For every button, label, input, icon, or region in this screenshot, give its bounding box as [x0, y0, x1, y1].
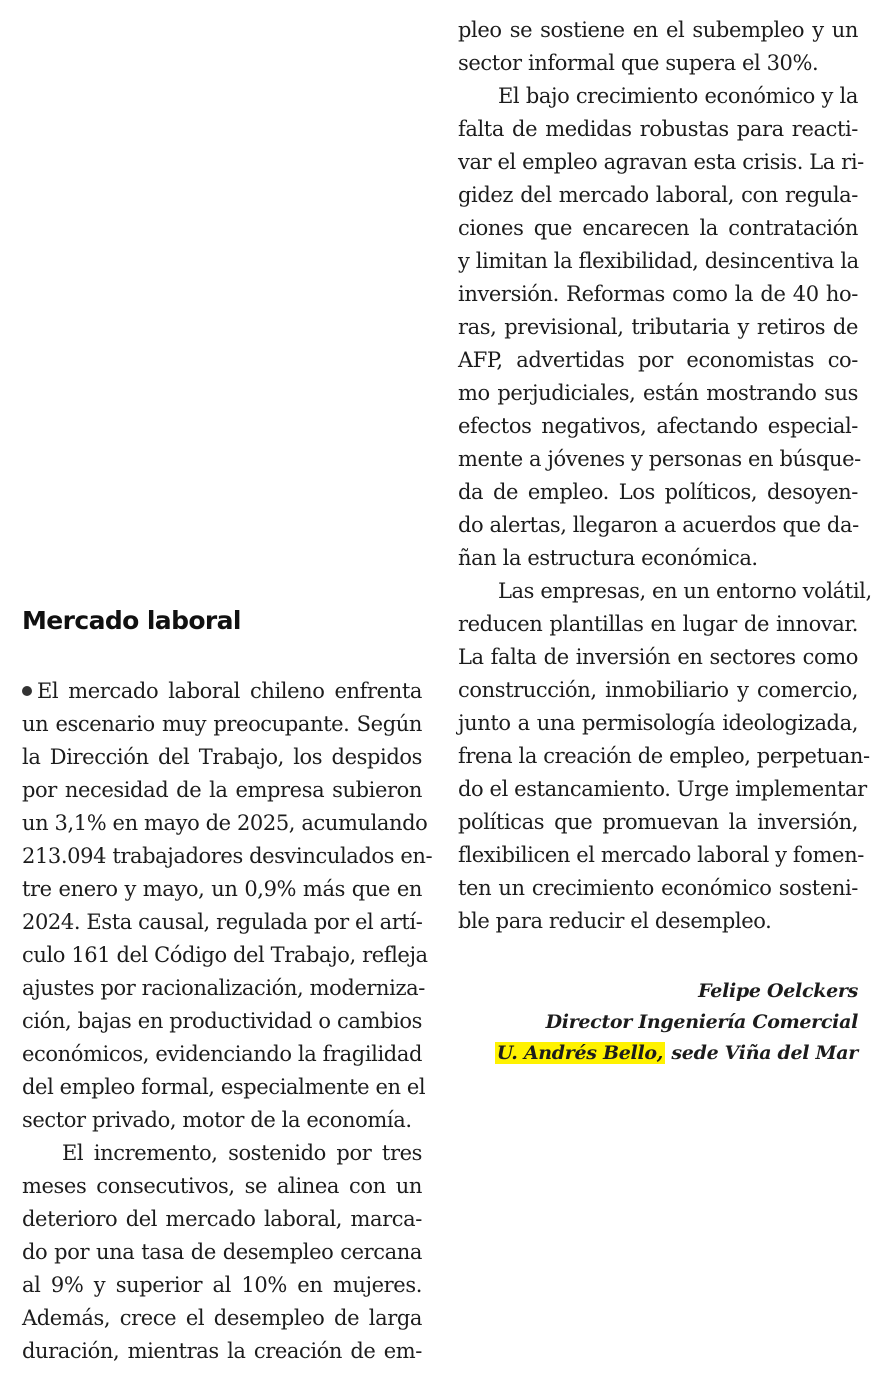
- text-line: construcción, inmobiliario y comercio,: [458, 678, 858, 702]
- text-line: por necesidad de la empresa subieron: [22, 778, 422, 802]
- text-line: ción, bajas en productividad o cambios: [22, 1009, 422, 1033]
- text-line: reducen plantillas en lugar de innovar.: [458, 612, 858, 636]
- text-line: la Dirección del Trabajo, los despidos: [22, 745, 422, 769]
- text-line: duración, mientras la creación de em-: [22, 1339, 422, 1363]
- right-column: [458, 14, 872, 938]
- text-line: AFP, advertidas por economistas co-: [458, 348, 858, 372]
- text-line: sector privado, motor de la economía.: [22, 1108, 412, 1132]
- text-line: do por una tasa de desempleo cercana: [22, 1240, 422, 1264]
- text-line: ras, previsional, tributaria y retiros de: [458, 315, 858, 339]
- author-signature: [458, 976, 858, 1069]
- text-line: 213.094 trabajadores desvinculados en-: [22, 844, 433, 868]
- text-line: un escenario muy preocupante. Según: [22, 712, 422, 736]
- text-line: un 3,1% en mayo de 2025, acumulando: [22, 811, 428, 835]
- text-line: tre enero y mayo, un 0,9% más que en: [22, 877, 422, 901]
- text-line: El mercado laboral chileno enfrenta: [22, 675, 422, 708]
- text-line: y limitan la flexibilidad, desincentiva la: [458, 249, 859, 273]
- text-line: do el estancamiento. Urge implementar: [458, 777, 867, 801]
- text-line: La falta de inversión en sectores como: [458, 645, 858, 669]
- text-line: ten un crecimiento económico sosteni-: [458, 876, 858, 900]
- author-title: Director Ingeniería Comercial: [545, 1011, 858, 1033]
- text-line: mente a jóvenes y personas en búsque-: [458, 447, 861, 471]
- text-line: culo 161 del Código del Trabajo, refleja: [22, 943, 428, 967]
- text-line: mo perjudiciales, están mostrando sus: [458, 381, 858, 405]
- text-line: ble para reducir el desempleo.: [458, 909, 772, 933]
- text-line: 2024. Esta causal, regulada por el artí-: [22, 910, 423, 934]
- text-line: El incremento, sostenido por tres: [62, 1141, 422, 1165]
- text-line: sector informal que supera el 30%.: [458, 51, 819, 75]
- text-line: flexibilicen el mercado laboral y fomen-: [458, 843, 864, 867]
- text-line: Además, crece el desempleo de larga: [22, 1306, 422, 1330]
- text-line: efectos negativos, afectando especial-: [458, 414, 858, 438]
- text-line: ñan la estructura económica.: [458, 546, 758, 570]
- text-line: al 9% y superior al 10% en mujeres.: [22, 1273, 422, 1297]
- text-line: inversión. Reformas como la de 40 ho-: [458, 282, 858, 306]
- text-line: económicos, evidenciando la fragilidad: [22, 1042, 422, 1066]
- article-headline: Mercado laboral: [22, 606, 241, 635]
- text-line: do alertas, llegaron a acuerdos que da-: [458, 513, 859, 537]
- text-line: meses consecutivos, se alinea con un: [22, 1174, 422, 1198]
- text-line: ajustes por racionalización, moderniza-: [22, 976, 425, 1000]
- institution-campus: sede Viña del Mar: [665, 1042, 858, 1064]
- left-column: [22, 675, 433, 1368]
- text-line: gidez del mercado laboral, con regula-: [458, 183, 858, 207]
- author-institution: [458, 1038, 858, 1069]
- text-line: políticas que promuevan la inversión,: [458, 810, 858, 834]
- text-line: pleo se sostiene en el subempleo y un: [458, 18, 858, 42]
- author-name: Felipe Oelckers: [698, 980, 858, 1002]
- text-line: frena la creación de empleo, perpetuan-: [458, 744, 870, 768]
- text-line: deterioro del mercado laboral, marca-: [22, 1207, 422, 1231]
- text-line: falta de medidas robustas para reacti-: [458, 117, 858, 141]
- text-line: El bajo crecimiento económico y la: [498, 84, 858, 108]
- text-line: ciones que encarecen la contratación: [458, 216, 858, 240]
- bullet-icon: [22, 686, 32, 696]
- highlighted-institution: U. Andrés Bello,: [496, 1042, 664, 1064]
- text-line: Las empresas, en un entorno volátil,: [498, 579, 872, 603]
- text-line: junto a una permisología ideologizada,: [458, 711, 858, 735]
- text-line: var el empleo agravan esta crisis. La ri-: [458, 150, 864, 174]
- text-line: da de empleo. Los políticos, desoyen-: [458, 480, 858, 504]
- text-line: del empleo formal, especialmente en el: [22, 1075, 426, 1099]
